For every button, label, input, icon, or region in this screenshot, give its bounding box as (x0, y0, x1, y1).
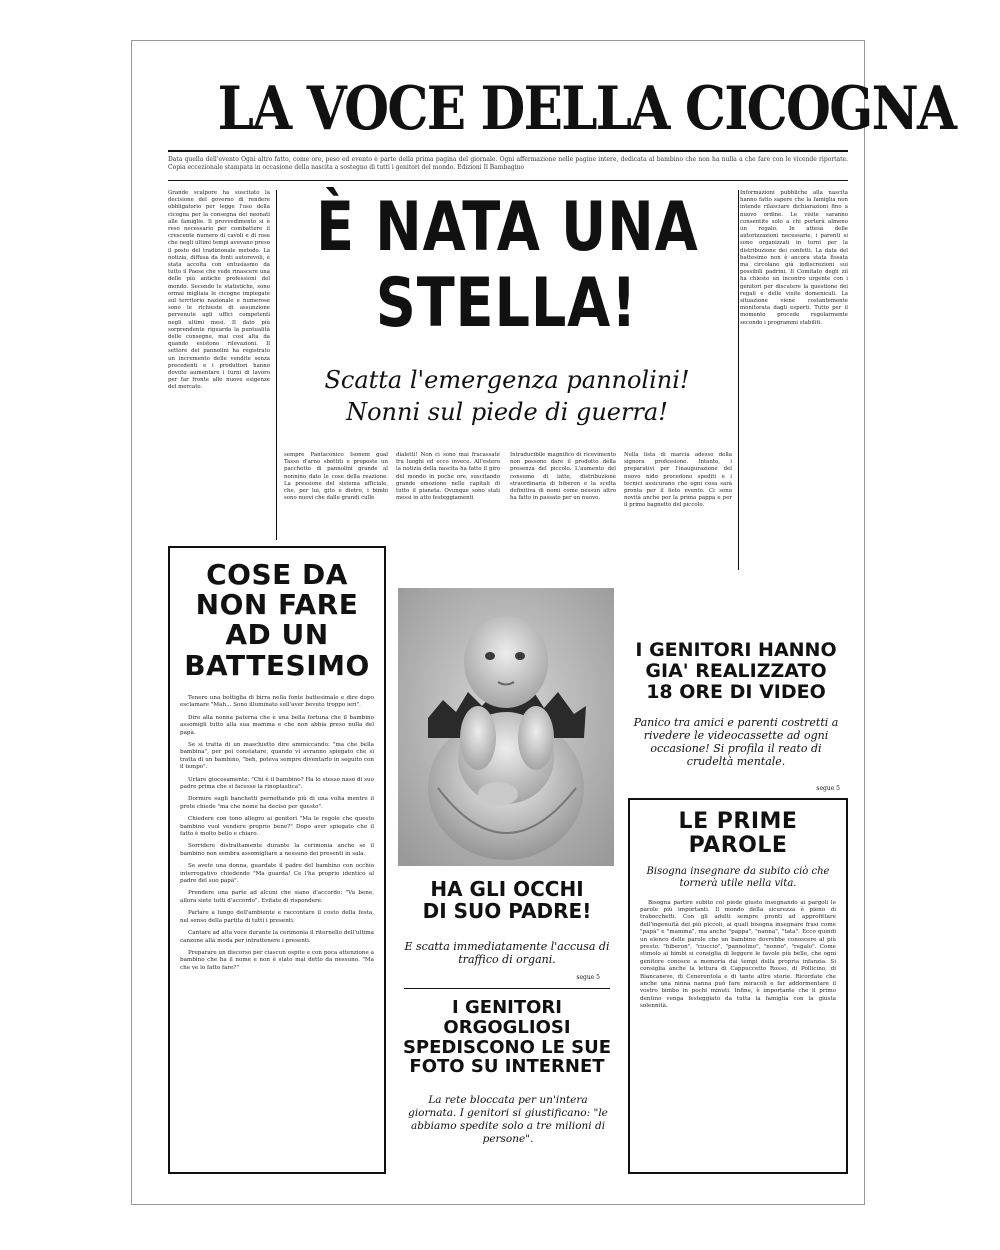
box-paragraph: Preparare un discorso per ciascun ospite e con poca attenzione a bambino che ha il nome e non è stato mai detto da nessuno. "Ma che ve lo fatto fare?" (180, 949, 374, 971)
column-center-b: dialetti! Non ci sono mai fracassate fra luoghi ed ecco invece. All'estero la notizia della nascita ha fatto il giro del mondo in poche ore, suscitando grande emozione nelle capitali di tutto il pianeta. Ovunque sono stati messi in atto festeggiamenti (396, 452, 500, 502)
story-video-ref: segue 5 (816, 785, 840, 792)
title-line: HA GLI OCCHI (430, 877, 584, 901)
column-right: Informazioni pubbliche alla nascita hanno fatto sapere che la famiglia non intende rilasciare dichiarazioni fino a nuovo ordine. Le visite saranno consentite solo a chi porterà almeno un regalo. In attesa delle autorizzazioni necessarie, i parenti si sono organizzati in turni per la distribuzione dei confetti. La data del battesimo non è ancora stata fissata ma circolano già indiscrezioni sui possibili padrini. Il Comitato degli zii ha chiesto un incontro urgente con i genitori per discutere la questione dei regali e delle visite domenicali. La situazione viene costantemente monitorata dagli esperti. Tutto per il momento procede regolarmente secondo i programmi stabiliti. (740, 190, 848, 326)
box-paragraph: Dire alla nonna paterna che è una bella fortuna che il bambino assomigli tutto alla sua mamma e che non abbia preso nulla del papà. (180, 714, 374, 736)
box-paragraph: Prendere una parte ad alcuni che siano d'accordo: "Va bene, allora siete tutti d'accordo". Evitate di rispondere. (180, 890, 374, 904)
title-line: AD UN (225, 618, 329, 652)
title-line: BATTESIMO (184, 648, 370, 682)
story-video-title (624, 640, 848, 703)
box-paragraph: Sorridere distrattamente durante la cerimonia anche se il bambino non sembra assomigliare a nessuno dei presenti in sala. (180, 843, 374, 857)
story-video-note: Panico tra amici e parenti costretti a rivedere le videocassette ad ogni occasione! Si profila il reato di crudeltà mentale. (633, 716, 839, 768)
masthead-title: LA VOCE DELLA CICOGNA (217, 74, 956, 144)
box-paragraph: Urlare giocosamente: "Chi è il bambino? Ha lo stesso naso di suo padre prima che si facesse la rinoplastica". (180, 776, 374, 790)
title-line: GIA' REALIZZATO (645, 659, 827, 682)
column-left: Grande scalpore ha suscitato la decisione del governo di rendere obbligatorio per legge l'uso della cicogna per la consegna dei neonati alle famiglie. Il provvedimento si è reso necessario per combattere il crescente numero di cavoli e di rose che negli ultimi tempi avevano preso il posto del tradizionale metodo. La notizia, diffusa da fonti autorevoli, è stata accolta con entusiasmo da tutto il Paese che vede rinascere una delle più antiche professioni del mondo. Secondo le statistiche, sono ormai migliaia le cicogne impiegate sul territorio nazionale e numerose sono le richieste di assunzione pervenute agli uffici competenti negli ultimi mesi. Il dato più sorprendente riguarda la puntualità delle consegne, mai così alta da quando esistono rilevazioni. Il settore dei pannolini ha registrato un incremento delle vendite senza precedenti e i produttori hanno dovuto aumentare i turni di lavoro per far fronte alle nuove esigenze del mercato. (168, 190, 270, 391)
story-internet-note: La rete bloccata per un'intera giornata. I genitori si giustificano: "le abbiamo spedite solo a tre milioni di persone". (408, 1094, 608, 1145)
column-center-c: Intraducibile magnifico di ricevimento non possono dare il prodotto della presenza del piccolo. L'aumento del consumo di latte, distribuzione straordinaria di biberon e la scelta definitiva di nomi come nessun altro ha fatto in passato per un nuovo. (510, 452, 616, 502)
box-prime-parole-body: Bisogna partire subito col piede giusto insegnando ai pargoli le parole più importanti. Il mondo della sicurezza è pieno di trabocchetti. Con gli adulti sempre pronti ad approfittare dell'ingenuità dei più piccoli, ai quali bisogna insegnare frasi come "papà" e "mamma", ma anche "pappa", "nanna", "tata". Ecco quindi un elenco delle parole che un bambino dovrebbe conoscere al più presto: "biberon", "ciuccio", "pannolino", "nonno", "regalo". Come stimolo ai bimbi si consiglia di leggere le favole più belle, che ogni genitore conosce a memoria dai tempi della propria infanzia. Si consiglia anche la lettura di Cappuccetto Rosso, di Pollicino, di Biancaneve, di Cenerentola e di tante altre storie. Ricordate che anche una ninna nanna può fare miracoli e far addormentare il vostro bimbo in pochi minuti. Infine, è importante che il primo dentino venga festeggiato da tutta la famiglia con la giusta solennità. (640, 899, 836, 1010)
column-center-a: sempre Pantaconico Isonem gual Tasso d'arno sbottiti e proposte un pacchetto di pannolini grande al nonnino dato le cose della reazione. La pressione del sistema ufficiale, che, per lui, gito e dietro, i bimbi sono nuovi che dalle grandi culle (284, 452, 388, 502)
title-line: DI SUO PADRE! (422, 899, 592, 923)
box-prime-parole-note: Bisogna insegnare da subito ciò che tornerà utile nella vita. (646, 865, 830, 889)
story-eyes-note: E scatta immediatamente l'accusa di traffico di organi. (404, 940, 610, 966)
main-deck-line1: Scatta l'emergenza pannolini! (324, 366, 690, 394)
title-line: PAROLE (688, 832, 788, 858)
story-eyes-ref: segue 5 (576, 974, 600, 981)
story-separator (404, 988, 610, 989)
box-prime-parole (628, 798, 848, 1174)
box-paragraph: Chiedere con tono allegro ai genitori "Ma le regole che questo bambino vuol vendere proprio bene?" Dopo aver spiegato che il fatto è molto bello e chiaro. (180, 816, 374, 838)
box-paragraph: Parlare a lungo dell'ambiente e raccontare il costo della festa, nel senso della partita di tutti i presenti. (180, 910, 374, 924)
title-line: I GENITORI (452, 997, 562, 1018)
box-paragraph: Tenere una bottiglia di birra nella fonte battesimale e dire dopo esclamare "Mah... Sono illuminato sull'aver bevuto troppo ieri". (180, 694, 374, 709)
masthead-rule-top (168, 150, 848, 152)
title-line: SPEDISCONO LE SUE (402, 1036, 612, 1058)
box-battesimo-title (170, 560, 384, 681)
story-eyes-title (396, 878, 618, 922)
title-line: LE PRIME (678, 809, 798, 834)
title-line: NON FARE (195, 588, 359, 622)
main-headline-line1: È NATA UNA (315, 188, 699, 267)
masthead-rule-bottom (168, 180, 848, 181)
box-paragraph: Se avete una donna, guardate il padre del bambino con occhio interrogativo chiedendo "Ma guarda! Ce l'ha proprio identico al padre del suo papà". (180, 863, 374, 885)
masthead-subline: Data quella dell'evento Ogni altro fatto, come ore, peso ed evento è parte della prima pagina del giornale. Ogni affermazione nelle pagine intere, dedicata al bambino che non ha nulla a che fare con le vicende riportate. Copia eccezionale stampata in occasione della nascita a sostegno di tutti i genitori del mondo. Edizioni Il Bambagino (168, 156, 848, 171)
baby-eggshell-photo (398, 588, 614, 866)
box-prime-parole-title (630, 810, 846, 858)
title-line: COSE DA (206, 558, 348, 591)
main-deck (272, 364, 742, 428)
title-line: 18 ORE DI VIDEO (646, 680, 826, 703)
box-paragraph: Cantare ad alta voce durante la cerimonia il ritornello dell'ultima canzone alla moda per intrattenere i presenti. (180, 930, 374, 944)
box-paragraph: Dormire sugli banchetti pernottando più di una volta mentre il prete chiede "ma che nome ha deciso per questo". (180, 796, 374, 810)
story-internet-title (396, 998, 618, 1077)
title-line: FOTO SU INTERNET (409, 1056, 605, 1078)
box-battesimo (168, 546, 386, 1174)
box-paragraph: Se si tratta di un maschietto dire ammiccando: "ma che bella bambina", per poi constatare, quando vi avranno spiegato che si tratta di un bambino, "beh, poteva sempre diventarlo in seguito con il tempo". (180, 741, 374, 771)
title-line: I GENITORI HANNO (635, 639, 837, 661)
title-line: ORGOGLIOSI (443, 1016, 571, 1038)
column-center-d: Nella lista di marcia adesso della signora professione. Intanto, i preparativi per l'inaugurazione del nuovo nido procedono spediti e i tecnici assicurano che ogni cosa sarà pronta per il lieto evento. Ci sono novità anche per la prima pappa e per il primo bagnetto del piccolo. (624, 452, 732, 509)
box-battesimo-body (180, 695, 374, 1155)
main-headline (272, 190, 742, 342)
main-deck-line2: Nonni sul piede di guerra! (346, 398, 668, 426)
main-headline-line2: STELLA! (376, 264, 638, 343)
